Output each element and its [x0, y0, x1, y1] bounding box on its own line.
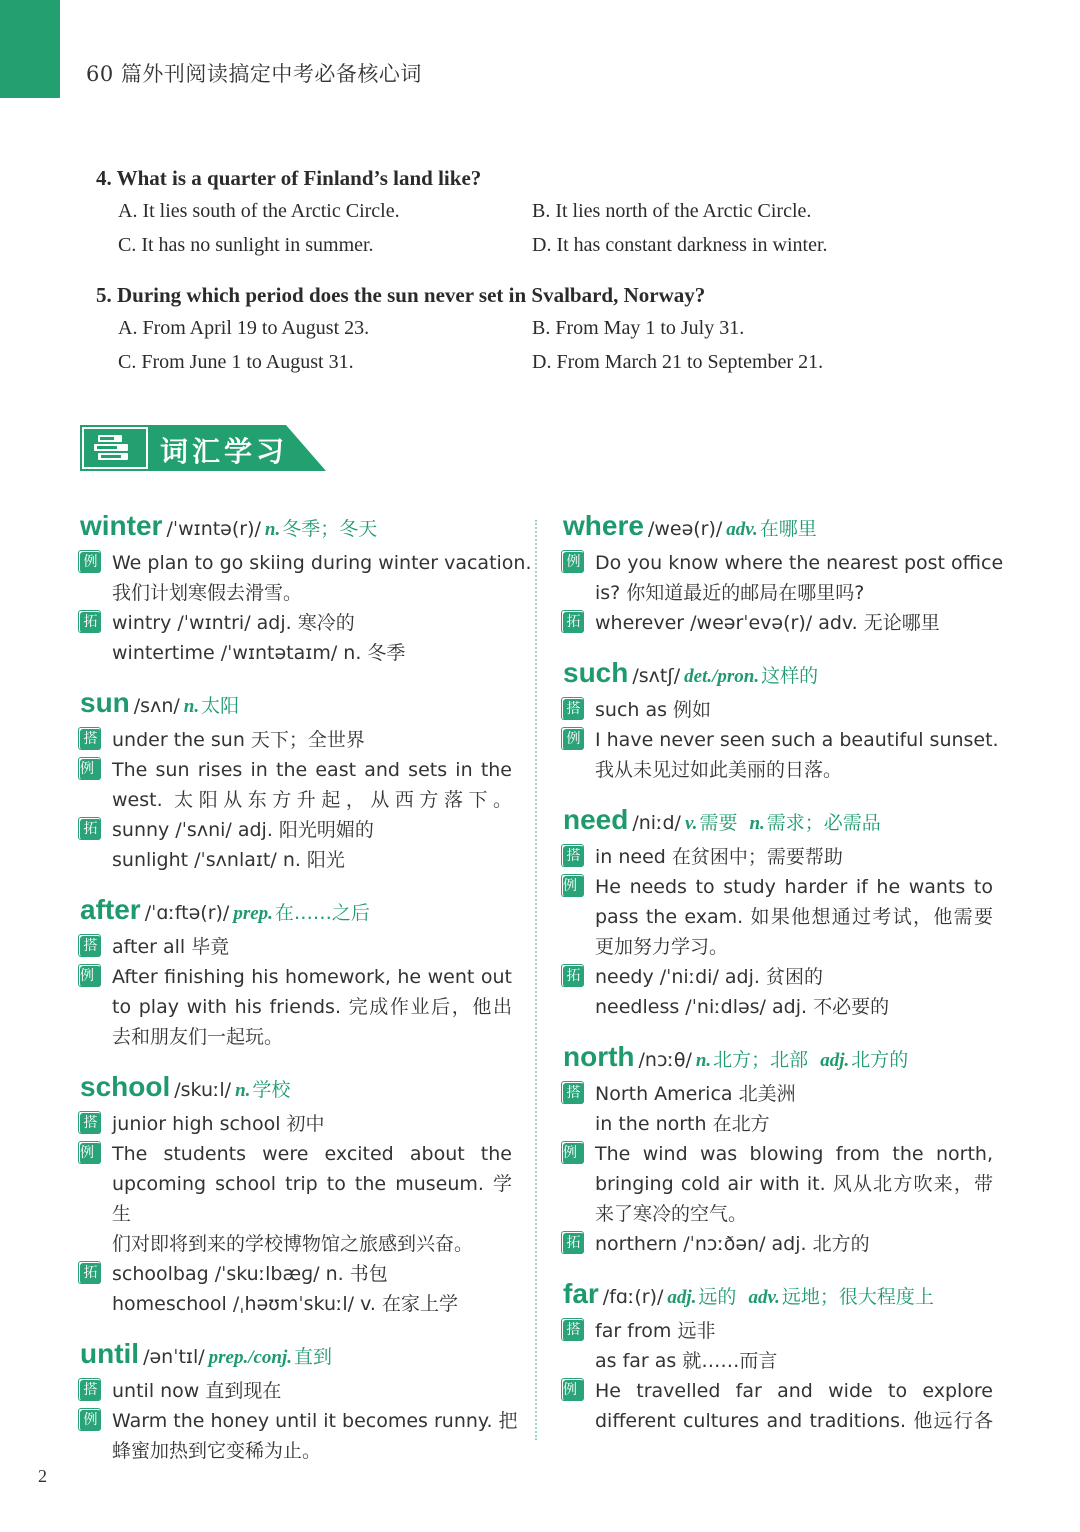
continuation-line	[80, 1436, 512, 1466]
corner-color-bar	[0, 0, 60, 98]
example-line	[563, 1376, 993, 1406]
line-text: to play with his friends. 完成作业后，他出	[112, 996, 512, 1018]
part-of-speech: prep./conj.	[208, 1347, 293, 1368]
question-stem: 5. During which period does the sun never set in Svalbard, Norway?	[96, 283, 706, 307]
extend-line	[563, 608, 993, 638]
collocation-line	[80, 725, 512, 755]
headword: need	[563, 804, 629, 835]
collocation-line	[563, 1079, 993, 1109]
collocation-line	[563, 1316, 993, 1346]
headword-line	[80, 1336, 512, 1376]
continuation-line	[80, 1022, 512, 1052]
continuation-line	[80, 845, 512, 875]
running-head: 60 篇外刊阅读搞定中考必备核心词	[86, 62, 422, 86]
line-text: needy /ˈniːdi/ adj. 贫困的	[595, 966, 823, 988]
part-of-speech: n.	[235, 1080, 251, 1101]
line-text: until now 直到现在	[112, 1380, 282, 1402]
vocab-entry-sun	[80, 685, 512, 875]
vocab-entry-until	[80, 1336, 518, 1466]
example-line	[563, 1139, 993, 1169]
collocation-line	[80, 1376, 512, 1406]
vocab-entry-far	[563, 1276, 993, 1436]
part-of-speech: adj.	[820, 1050, 850, 1071]
extend-tag: 拓	[563, 612, 584, 633]
part-of-speech: adv.	[726, 519, 758, 540]
line-text: 来了寒冷的空气。	[595, 1203, 748, 1225]
question-5	[96, 283, 952, 385]
example-line	[563, 872, 993, 902]
headword-line	[563, 655, 993, 695]
vocab-entry-north	[563, 1039, 993, 1259]
line-text: He travelled far and wide to explore	[595, 1380, 993, 1402]
option-d: D. It has constant darkness in winter.	[532, 234, 828, 256]
continuation-line	[563, 1406, 993, 1436]
line-text: wintry /ˈwɪntri/ adj. 寒冷的	[112, 612, 355, 634]
line-text: in need 在贫困中；需要帮助	[595, 846, 843, 868]
vocab-entry-need	[563, 802, 993, 1022]
part-of-speech: n.	[183, 696, 200, 717]
vocab-entry-school	[80, 1069, 512, 1319]
continuation-line	[563, 1199, 993, 1229]
extend-line	[563, 1229, 993, 1259]
option-b: B. From May 1 to July 31.	[532, 317, 745, 339]
continuation-line	[80, 1169, 512, 1229]
phonetic: /sʌn/	[133, 695, 180, 717]
collocation-tag: 搭	[80, 936, 101, 957]
line-text: The wind was blowing from the north,	[595, 1143, 993, 1165]
part-of-speech: n.	[264, 519, 281, 540]
headword-line	[563, 508, 993, 548]
extend-tag: 拓	[80, 819, 101, 840]
question-stem: 4. What is a quarter of Finland’s land like?	[96, 166, 482, 190]
line-text: needless /ˈniːdləs/ adj. 不必要的	[595, 996, 890, 1018]
line-text: We plan to go skiing during winter vacation.	[112, 552, 532, 574]
meaning: 在哪里	[759, 518, 817, 540]
extend-tag: 拓	[563, 1233, 584, 1254]
headword: until	[80, 1338, 140, 1369]
line-text: homeschool /ˌhəʊmˈskuːl/ v. 在家上学	[112, 1293, 458, 1315]
extend-tag: 拓	[563, 966, 584, 987]
continuation-line	[563, 1109, 993, 1139]
collocation-tag: 搭	[563, 699, 584, 720]
headword: where	[563, 510, 644, 541]
vocab-entry-where	[563, 508, 1004, 638]
line-text: as far as 就……而言	[595, 1350, 778, 1372]
continuation-line	[563, 932, 993, 962]
part-of-speech: prep.	[233, 903, 273, 924]
option-c: C. From June 1 to August 31.	[118, 351, 354, 373]
line-text: sunny /ˈsʌni/ adj. 阳光明媚的	[112, 819, 374, 841]
line-text: The students were excited about the	[112, 1143, 512, 1165]
option-b: B. It lies north of the Arctic Circle.	[532, 200, 812, 222]
line-text: North America 北美洲	[595, 1083, 796, 1105]
line-text: such as 例如	[595, 699, 712, 721]
meaning: 远的	[698, 1286, 737, 1308]
line-text: wintertime /ˈwɪntətaɪm/ n. 冬季	[112, 642, 406, 664]
headword-line	[80, 685, 512, 725]
part-of-speech: n.	[695, 1050, 712, 1071]
headword: after	[80, 894, 141, 925]
continuation-line	[563, 578, 993, 608]
collocation-line	[563, 842, 993, 872]
continuation-line	[80, 578, 512, 608]
part-of-speech: n.	[749, 813, 765, 834]
option-a: A. From April 19 to August 23.	[118, 317, 370, 339]
line-text: sunlight /ˈsʌnlaɪt/ n. 阳光	[112, 849, 345, 871]
headword-line	[80, 508, 512, 548]
vocab-column-left	[80, 508, 532, 1483]
example-tag: 例	[80, 552, 101, 573]
headword-line	[563, 802, 993, 842]
headword-line	[80, 892, 512, 932]
example-line	[80, 548, 532, 578]
headword: far	[563, 1278, 599, 1309]
phonetic: /ˈɑːftə(r)/	[144, 902, 230, 924]
option-c: C. It has no sunlight in summer.	[118, 234, 374, 256]
example-tag: 例	[80, 966, 101, 987]
extend-line	[80, 1259, 512, 1289]
line-text: He needs to study harder if he wants to	[595, 876, 993, 898]
example-tag: 例	[563, 1143, 584, 1164]
continuation-line	[80, 992, 512, 1022]
continuation-line	[563, 1346, 993, 1376]
meaning: 这样的	[761, 665, 819, 687]
meaning: 需要	[699, 812, 738, 834]
continuation-line	[563, 1169, 993, 1199]
meaning: 冬季；冬天	[282, 518, 378, 540]
line-text: Warm the honey until it becomes runny. 把	[112, 1410, 518, 1432]
continuation-line	[563, 992, 993, 1022]
part-of-speech: adv.	[748, 1287, 780, 1308]
example-tag: 例	[563, 729, 584, 750]
extend-tag: 拓	[80, 612, 101, 633]
phonetic: /ˈwɪntə(r)/	[166, 518, 261, 540]
extend-line	[80, 608, 512, 638]
headword: such	[563, 657, 629, 688]
example-tag: 例	[80, 759, 101, 780]
headword-line	[563, 1039, 993, 1079]
line-text: far from 远非	[595, 1320, 716, 1342]
collocation-line	[80, 932, 512, 962]
column-divider	[535, 520, 537, 1440]
headword: school	[80, 1071, 171, 1102]
meaning: 需求；必需品	[766, 812, 881, 834]
line-text: 我们计划寒假去滑雪。	[112, 582, 303, 604]
vocab-entry-such	[563, 655, 999, 785]
option-a: A. It lies south of the Arctic Circle.	[118, 200, 400, 222]
collocation-line	[80, 1109, 512, 1139]
headword: north	[563, 1041, 635, 1072]
line-text: 蜂蜜加热到它变稀为止。	[112, 1440, 322, 1462]
line-text: After finishing his homework, he went out	[112, 966, 512, 988]
line-text: bringing cold air with it. 风从北方吹来，带	[595, 1173, 993, 1195]
part-of-speech: v.	[684, 813, 698, 834]
line-text: northern /ˈnɔːðən/ adj. 北方的	[595, 1233, 870, 1255]
example-line	[80, 1406, 518, 1436]
headword-line	[80, 1069, 512, 1109]
continuation-line	[80, 1289, 512, 1319]
vocab-entry-winter	[80, 508, 532, 668]
phonetic: /sʌtʃ/	[632, 665, 681, 687]
collocation-tag: 搭	[563, 1320, 584, 1341]
example-tag: 例	[563, 876, 584, 897]
line-text: schoolbag /ˈskuːlbæɡ/ n. 书包	[112, 1263, 388, 1285]
continuation-line	[80, 1229, 512, 1259]
line-text: different cultures and traditions. 他远行各	[595, 1410, 993, 1432]
line-text: junior high school 初中	[112, 1113, 325, 1135]
line-text: under the sun 天下；全世界	[112, 729, 365, 751]
part-of-speech: adj.	[667, 1287, 697, 1308]
section-title: 词汇学习	[160, 435, 289, 468]
line-text: Do you know where the nearest post office	[595, 552, 1004, 574]
line-text: in the north 在北方	[595, 1113, 770, 1135]
line-text: 去和朋友们一起玩。	[112, 1026, 284, 1048]
collocation-tag: 搭	[80, 1380, 101, 1401]
continuation-line	[563, 902, 993, 932]
collocation-tag: 搭	[563, 846, 584, 867]
continuation-line	[80, 785, 512, 815]
phonetic: /weə(r)/	[647, 518, 723, 540]
vocab-entry-after	[80, 892, 512, 1052]
phonetic: /fɑː(r)/	[602, 1286, 664, 1308]
phonetic: /skuːl/	[174, 1079, 232, 1101]
line-text: west. 太阳从东方升起，从西方落下。	[112, 789, 512, 811]
meaning: 学校	[252, 1079, 291, 1101]
headword: winter	[80, 510, 163, 541]
question-4	[96, 166, 952, 268]
collocation-tag: 搭	[80, 1113, 101, 1134]
meaning: 远地；很大程度上	[781, 1286, 934, 1308]
extend-tag: 拓	[80, 1263, 101, 1284]
line-text: 们对即将到来的学校博物馆之旅感到兴奋。	[112, 1233, 474, 1255]
line-text: The sun rises in the east and sets in the	[112, 759, 512, 781]
line-text: 我从未见过如此美丽的日落。	[595, 759, 843, 781]
line-text: upcoming school trip to the museum. 学生	[112, 1173, 512, 1225]
example-tag: 例	[563, 552, 584, 573]
continuation-line	[80, 638, 512, 668]
headword-line	[563, 1276, 993, 1316]
line-text: wherever /weərˈevə(r)/ adv. 无论哪里	[595, 612, 940, 634]
headword: sun	[80, 687, 130, 718]
extend-line	[80, 815, 512, 845]
example-tag: 例	[80, 1143, 101, 1164]
line-text: I have never seen such a beautiful sunset.	[595, 729, 999, 751]
line-text: is? 你知道最近的邮局在哪里吗?	[595, 582, 865, 604]
line-text: 更加努力学习。	[595, 936, 729, 958]
phonetic: /niːd/	[632, 812, 681, 834]
meaning: 直到	[294, 1346, 333, 1368]
collocation-tag: 搭	[563, 1083, 584, 1104]
example-tag: 例	[80, 1410, 101, 1431]
meaning: 北方；北部	[713, 1049, 809, 1071]
example-line	[80, 755, 512, 785]
example-tag: 例	[563, 1380, 584, 1401]
example-line	[80, 1139, 512, 1169]
phonetic: /nɔːθ/	[638, 1049, 692, 1071]
part-of-speech: det./pron.	[684, 666, 760, 687]
line-text: after all 毕竟	[112, 936, 230, 958]
phonetic: /ənˈtɪl/	[143, 1346, 205, 1368]
vocab-column-right	[563, 508, 1004, 1453]
continuation-line	[563, 755, 993, 785]
meaning: 太阳	[201, 695, 240, 717]
extend-line	[563, 962, 993, 992]
example-line	[80, 962, 512, 992]
option-d: D. From March 21 to September 21.	[532, 351, 824, 373]
page-number: 2	[38, 1466, 47, 1486]
collocation-tag: 搭	[80, 729, 101, 750]
example-line	[563, 548, 1004, 578]
collocation-line	[563, 695, 993, 725]
line-text: pass the exam. 如果他想通过考试，他需要	[595, 906, 993, 928]
example-line	[563, 725, 999, 755]
meaning: 在……之后	[274, 902, 370, 924]
meaning: 北方的	[851, 1049, 909, 1071]
